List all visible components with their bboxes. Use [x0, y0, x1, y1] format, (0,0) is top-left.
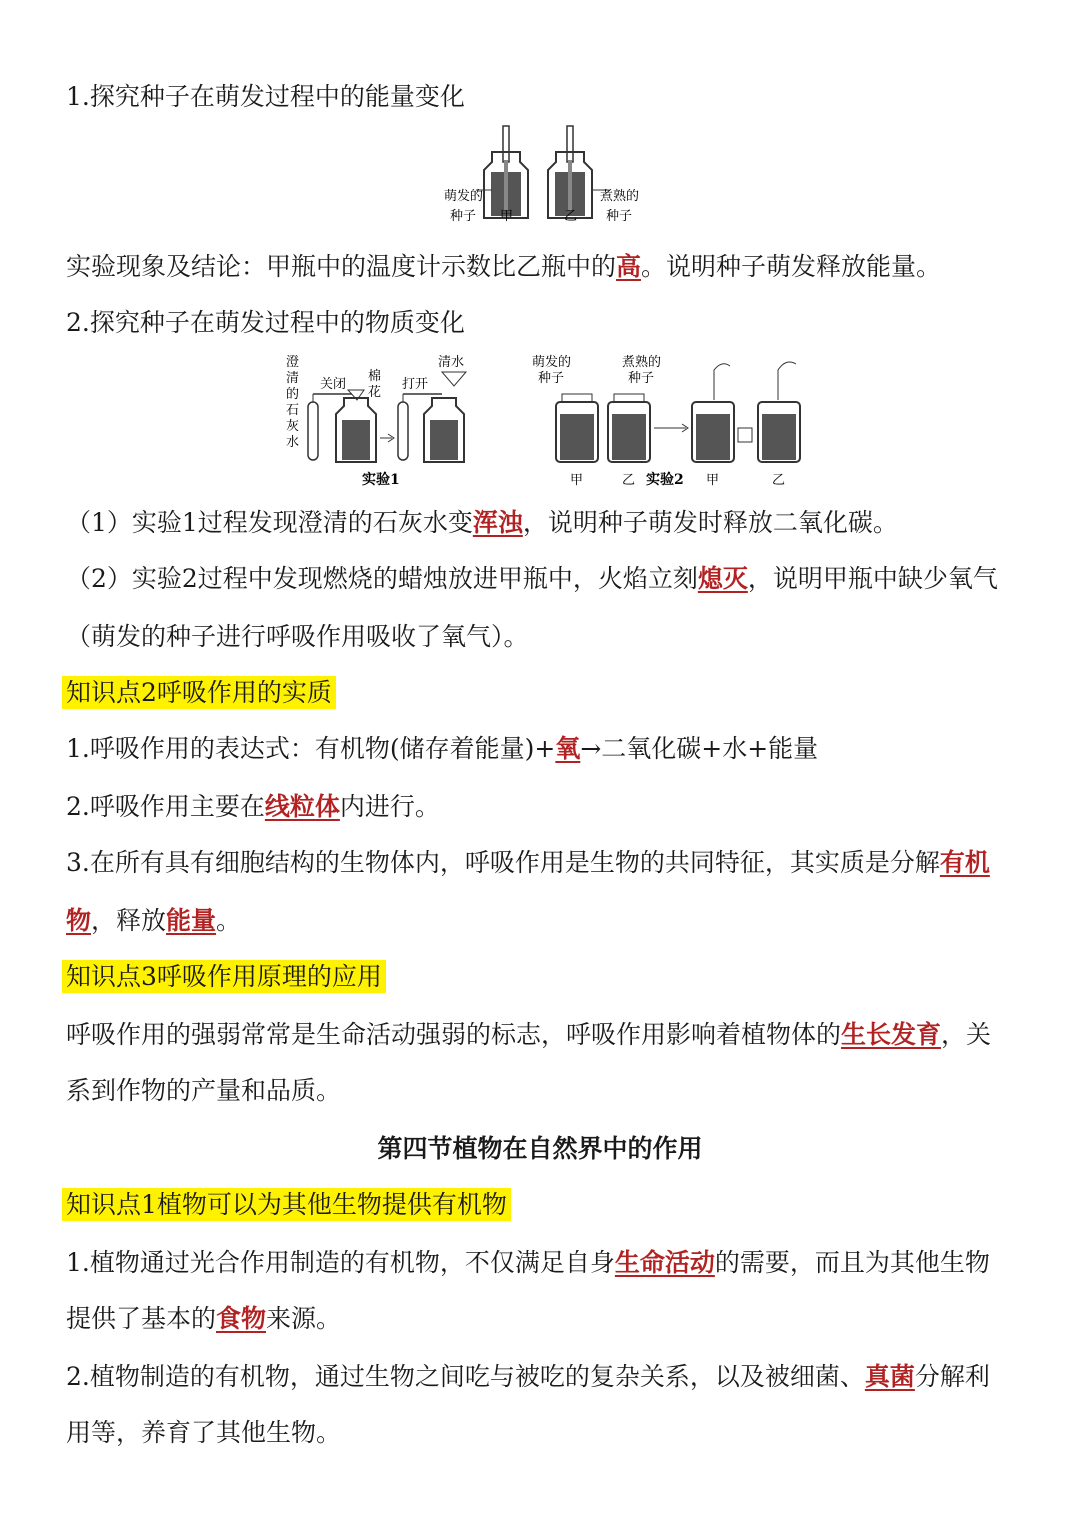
- exp1-text: （1）实验1过程发现澄清的石灰水变: [66, 508, 473, 537]
- label-yi: 乙: [564, 209, 578, 224]
- label-sprouting-seeds-1: 萌发的: [444, 189, 484, 204]
- answer-organic-b: 物: [66, 906, 92, 935]
- label-open: 打开: [402, 377, 429, 392]
- jar-jia: [484, 126, 528, 218]
- kp2-2-text-end: 内进行。: [339, 792, 440, 821]
- result-text-end: 。说明种子萌发释放能量。: [641, 252, 942, 281]
- kp1-item-1-line2: [66, 1302, 1016, 1336]
- label-closed: 关闭: [320, 377, 347, 392]
- answer-growth: 生长发育: [841, 1020, 942, 1049]
- kp1-2-text: 2.植物制造的有机物，通过生物之间吃与被吃的复杂关系，以及被细菌、: [66, 1362, 865, 1391]
- exp2-text: （2）实验2过程中发现燃烧的蜡烛放进甲瓶中，火焰立刻: [66, 564, 698, 593]
- label-jia-2a: 甲: [570, 473, 584, 488]
- kp3-1-text: 呼吸作用的强弱常常是生命活动强弱的标志，呼吸作用影响着植物体的: [66, 1020, 842, 1049]
- knowledge-point-3-title: [66, 960, 1016, 994]
- label-limewater-1: 澄: [286, 355, 300, 370]
- label-jia: 甲: [500, 209, 514, 224]
- kp3-item-1-line2: 系到作物的产量和品质。: [66, 1076, 342, 1105]
- caption-experiment-2: 实验2: [646, 472, 684, 488]
- kp1-1-text: 1.植物通过光合作用制造的有机物，不仅满足自身: [66, 1248, 615, 1277]
- answer-life-activity: 生命活动: [614, 1248, 715, 1277]
- kp1-1-line2-text: 提供了基本的: [66, 1304, 217, 1333]
- answer-fungi: 真菌: [864, 1362, 915, 1391]
- section-2-title: 2.探究种子在萌发过程中的物质变化: [66, 308, 465, 337]
- answer-food: 食物: [216, 1304, 267, 1333]
- jar-yi: [548, 126, 592, 218]
- label-jia-2b: 甲: [706, 473, 720, 488]
- label-yi-2a: 乙: [622, 473, 636, 488]
- label-boiled-2: 种子: [628, 371, 655, 386]
- section-1-result: [66, 250, 1016, 284]
- answer-extinguish: 熄灭: [697, 564, 748, 593]
- experiment-2-conclusion: [66, 562, 1016, 596]
- answer-high: 高: [616, 252, 642, 281]
- caption-experiment-1: 实验1: [362, 472, 400, 488]
- label-boiled-1: 煮熟的: [622, 355, 662, 370]
- answer-mitochondria: 线粒体: [264, 792, 340, 821]
- label-sprouting-seeds-2: 种子: [450, 209, 477, 224]
- answer-turbid: 浑浊: [472, 508, 523, 537]
- kp2-highlight: 知识点2呼吸作用的实质: [62, 676, 336, 709]
- kp2-2-text: 2.呼吸作用主要在: [66, 792, 265, 821]
- experiment-1-apparatus: [286, 354, 466, 488]
- kp1-item-2: [66, 1360, 1016, 1394]
- section-4-heading: 第四节植物在自然界中的作用: [377, 1134, 703, 1163]
- label-boiled-seeds-1: 煮熟的: [600, 189, 640, 204]
- kp2-item-3-line2: [66, 904, 1016, 938]
- label-cotton-2: 花: [368, 385, 382, 400]
- label-limewater-4: 石: [286, 403, 300, 418]
- label-limewater-6: 水: [286, 435, 300, 450]
- knowledge-point-1-title: [66, 1188, 1016, 1222]
- exp1-text-end: ，说明种子萌发时释放二氧化碳。: [522, 508, 898, 537]
- knowledge-point-2-title: [66, 676, 1016, 710]
- label-cotton-1: 棉: [368, 369, 382, 384]
- kp1-2-text-end: 分解利: [914, 1362, 990, 1391]
- answer-energy: 能量: [166, 906, 217, 935]
- label-limewater-5: 灰: [286, 419, 300, 434]
- kp2-3-text-end: 。: [216, 906, 242, 935]
- kp2-item-3: [66, 846, 1016, 880]
- label-limewater-2: 清: [286, 371, 300, 386]
- kp2-1-text-end: →二氧化碳+水+能量: [580, 734, 819, 763]
- kp2-3-mid: ，释放: [91, 906, 167, 935]
- answer-oxygen: 氧: [555, 734, 581, 763]
- experiment-1-conclusion: [66, 506, 1016, 540]
- label-boiled-seeds-2: 种子: [606, 209, 633, 224]
- label-sprouting-1: 萌发的: [532, 355, 572, 370]
- kp3-1-text-end: ，关: [941, 1020, 992, 1049]
- kp2-item-2: [66, 790, 1016, 824]
- figure-substance-experiment: [282, 350, 802, 490]
- kp1-item-1: [66, 1246, 1016, 1280]
- kp2-1-text: 1.呼吸作用的表达式：有机物(储存着能量)+: [66, 734, 556, 763]
- label-yi-2b: 乙: [772, 473, 786, 488]
- section-1-title: 1.探究种子在萌发过程中的能量变化: [66, 82, 465, 111]
- kp1-1-text-end: 的需要，而且为其他生物: [714, 1248, 990, 1277]
- kp1-highlight: 知识点1植物可以为其他生物提供有机物: [62, 1188, 511, 1221]
- label-limewater-3: 的: [286, 387, 300, 402]
- kp2-3-text: 3.在所有具有细胞结构的生物体内，呼吸作用是生物的共同特征，其实质是分解: [66, 848, 940, 877]
- kp1-1-line2-end: 来源。: [266, 1304, 342, 1333]
- kp2-item-1: [66, 732, 1016, 766]
- exp2-text-end: ，说明甲瓶中缺少氧气: [747, 564, 998, 593]
- kp1-item-2-line2: 用等，养育了其他生物。: [66, 1418, 342, 1447]
- result-text: 实验现象及结论：甲瓶中的温度计示数比乙瓶中的: [66, 252, 617, 281]
- kp3-highlight: 知识点3呼吸作用原理的应用: [62, 960, 386, 993]
- answer-organic-a: 有机: [939, 848, 990, 877]
- label-clear-water: 清水: [438, 355, 465, 370]
- experiment-2-apparatus: [532, 354, 800, 488]
- kp3-item-1: [66, 1018, 1016, 1052]
- experiment-2-conclusion-line2: （萌发的种子进行呼吸作用吸收了氧气）。: [66, 622, 529, 651]
- label-sprouting-2: 种子: [538, 371, 565, 386]
- figure-energy-experiment: [440, 122, 650, 232]
